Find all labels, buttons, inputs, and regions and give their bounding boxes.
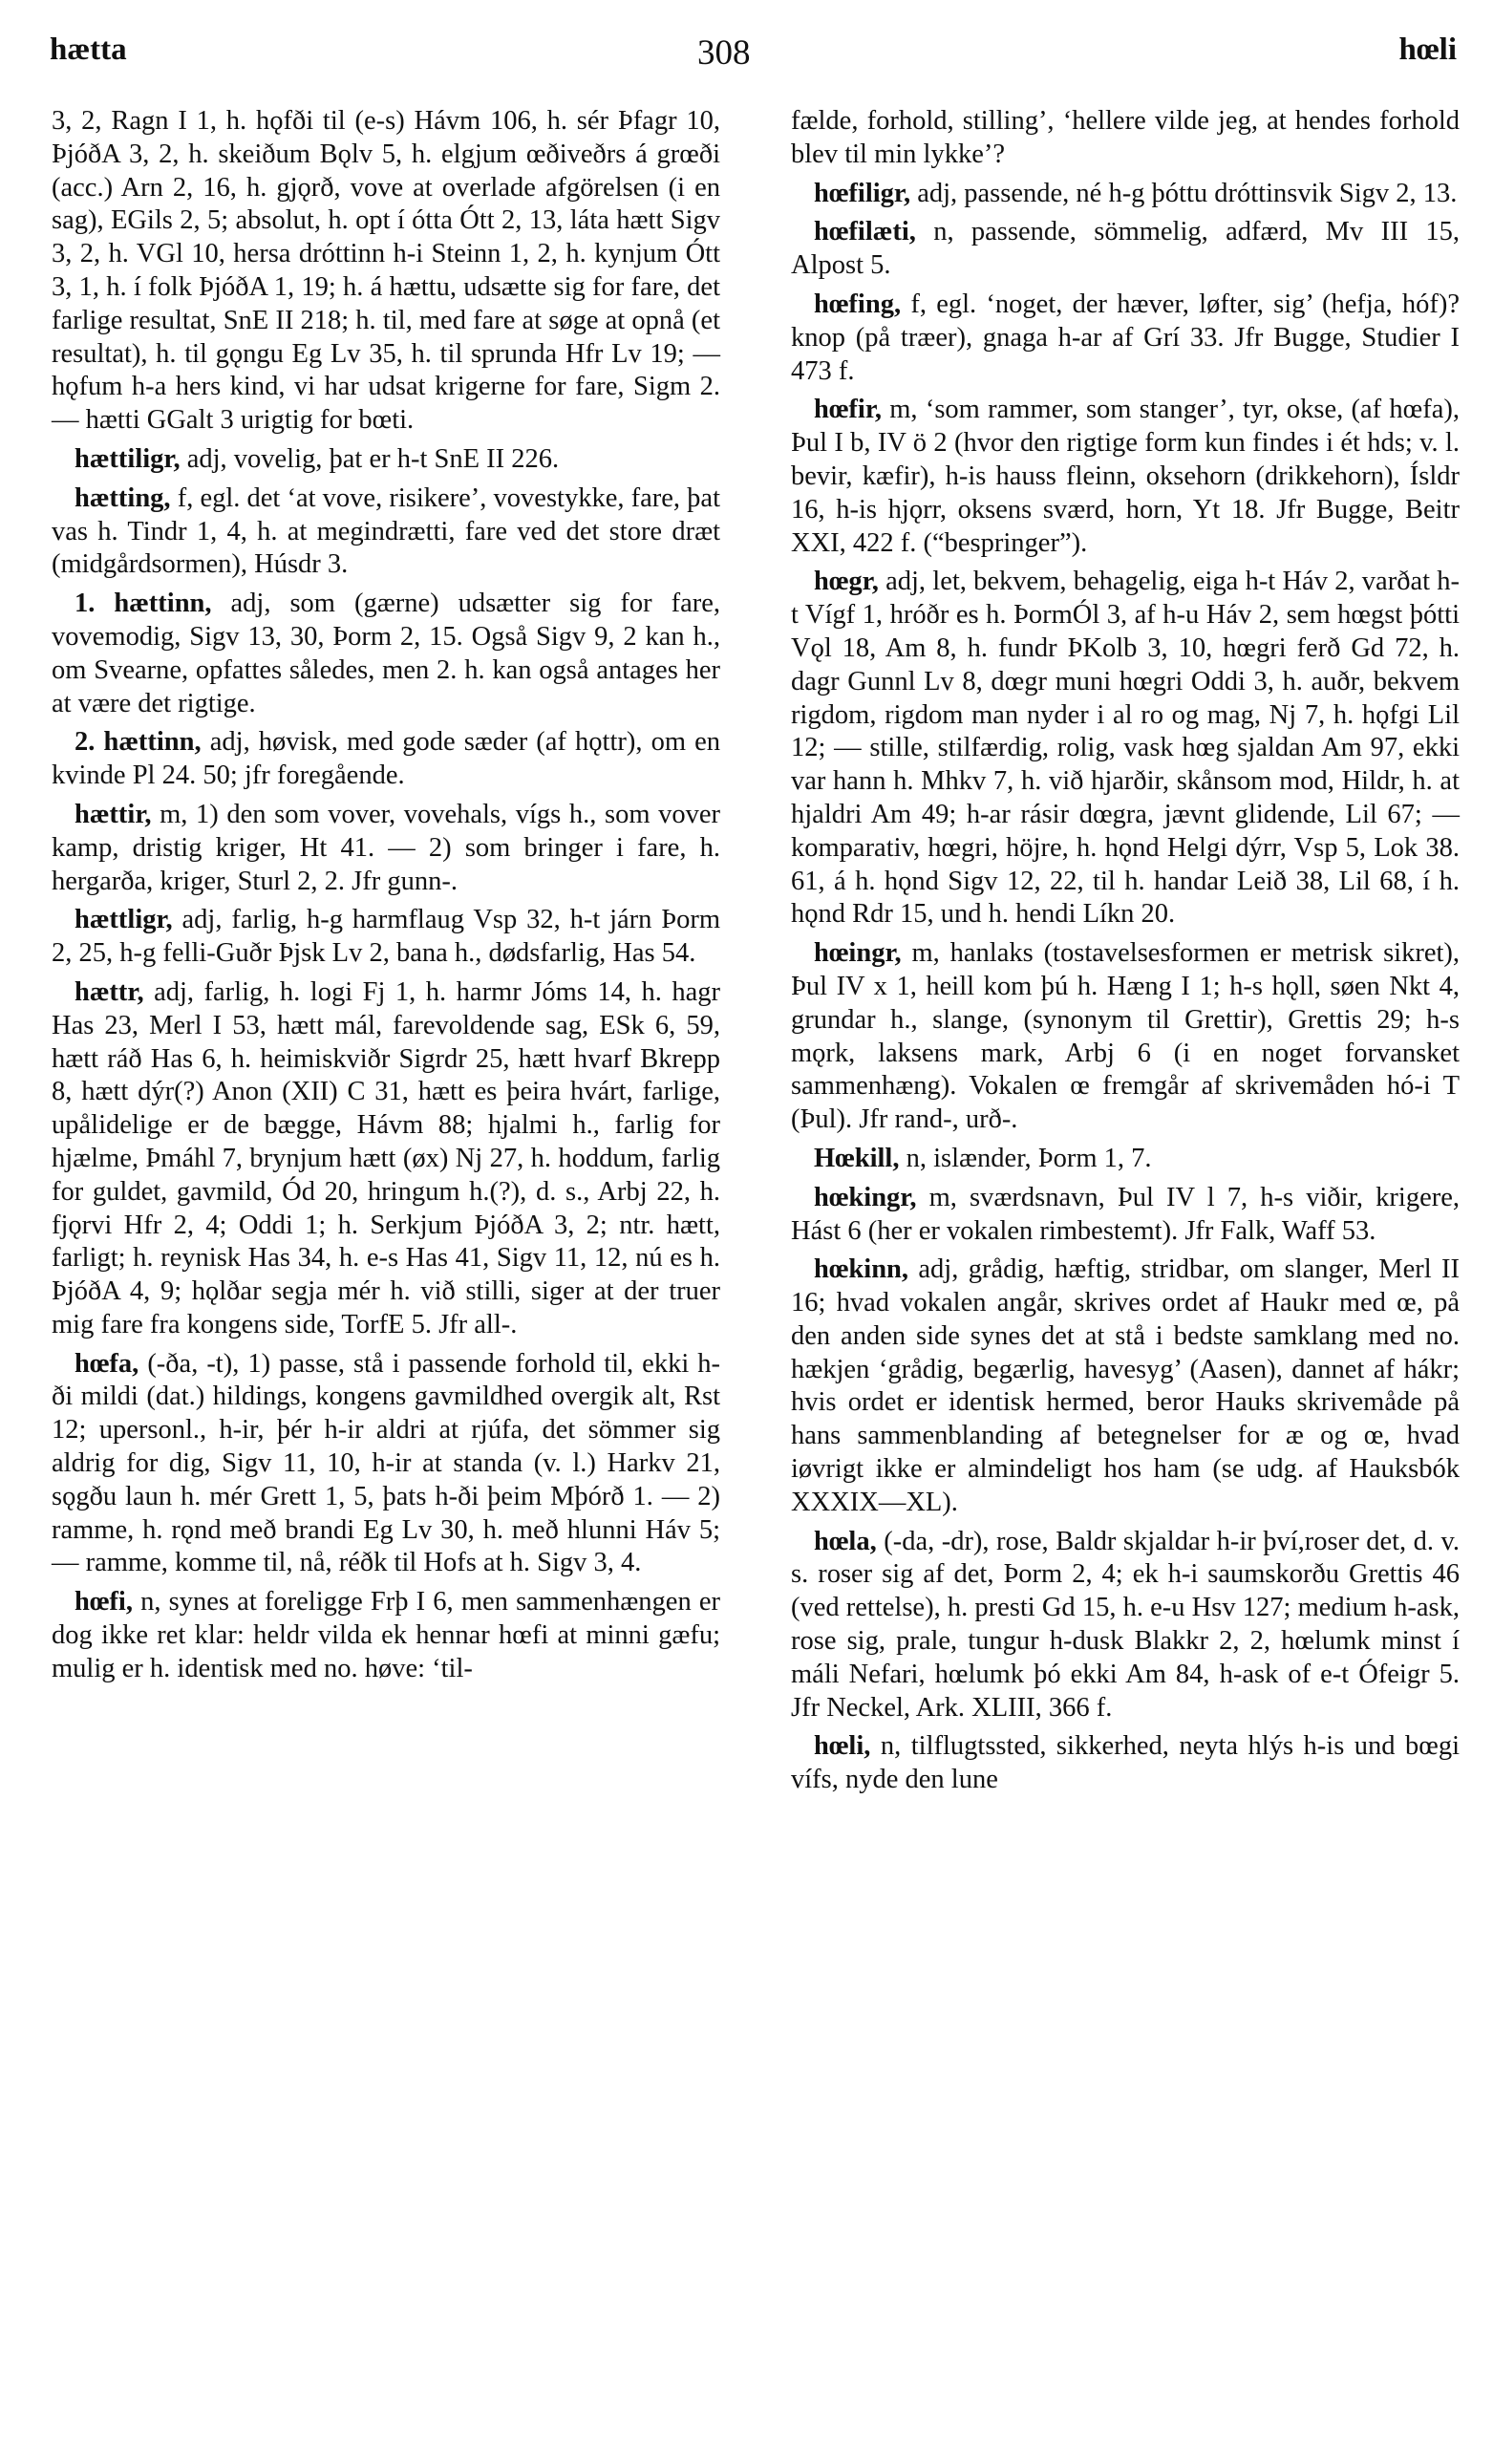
entry-headword: hœkinn, — [814, 1254, 909, 1285]
entry-text: adj, let, bekvem, behagelig, eiga h-t Háv 2, varðat h-t Vígf 1, hróðr es h. ÞormÓl 3, af h-u Háv 2, sem hœgst þótti Vǫl 18, Am 8, h. fundr ÞKolb 3, 10, hœgri ferð Gd 72, h. dagr Gunnl Lv 8, dœgr muni hœgri Oddi 3, h. auðr, bekvem rigdom, rigdom man nyder i al ro og mag, Nj 7, h. hǫfgi Lil 12; — stille, stilfærdig, rolig, vask hœg sjaldan Am 97, ekki var hann h. Mhkv 7, h. við hjarðir, skånsom mod, Hildr, h. at hjaldri Am 49; h-ar rásir dœgra, jævnt glidende, Lil 67; — komparativ, hœgri, höjre, h. hǫnd Helgi dýrr, Vsp 5, Lok 38. 61, á h. hǫnd Sigv 12, 22, til h. handar Leið 38, Lil 68, í h. hǫnd Rdr 15, und h. hendi Líkn 20. — [791, 567, 1460, 930]
running-head-right: hœli — [1398, 32, 1457, 67]
page-number: 308 — [697, 33, 751, 73]
entry-text: (-ða, -t), 1) passe, stå i passende forhold til, ekki h-ði mildi (dat.) hildings, kongens gavmildhed overgik alt, Rst 12; upersonl., h-ir, þér h-ir aldri at rjúfa, det sömmer sig aldrig for dig, Sigv 11, 10, h-ir at standa (v. l.) Harkv 21, sǫgðu laun h. mér Grett 1, 5, þats h-ði þeim Mþórð 1. — 2) ramme, h. rǫnd með brandi Eg Lv 30, h. með hlunni Háv 5; — ramme, komme til, nå, réðk til Hofs at h. Sigv 3, 4. — [52, 1348, 720, 1578]
dictionary-entry — [52, 105, 720, 438]
entry-text: n, passende, sömmelig, adfærd, Mv III 15, Alpost 5. — [791, 217, 1461, 281]
dictionary-entry — [52, 588, 720, 720]
entry-text: m, hanlaks (tostavelsesformen er metrisk sikret), Þul IV x 1, heill kom þú h. Hæng I 1; h-s hǫll, søen Nkt 4, grundar h., slange, (synonym til Grettir), Grettis 29; h-s mǫrk, laksens mark, Arbj 6 (i en noget forvansket sammenhæng). Vokalen œ fremgår af skrivemåden hó-i T (Þul). Jfr rand-, urð-. — [791, 938, 1460, 1135]
entry-headword: hœli, — [814, 1731, 871, 1762]
entry-headword: hœgr, — [814, 567, 879, 597]
entry-text: f, egl. det ‘at vove, risikere’, vovestykke, fare, þat vas h. Tindr 1, 4, h. at megindrætti, fare ved det store dræt (midgårdsormen), Húsdr 3. — [52, 482, 720, 580]
entry-text: adj, grådig, hæftig, stridbar, om slanger, Merl II 16; hvad vokalen angår, skrives ordet af Haukr med œ, på den anden side synes det at stå i bedste samklang med no. hækjen ‘grådig, begærlig, havesyg’ (Aasen), dannet af hákr; hvis ordet er identisk hermed, beror Hauks skrivemåde på hans sammenblanding af betegnelser for æ og œ, hvad iøvrigt ikke er almindeligt hos ham (se udg. af Hauksbók XXXIX—XL). — [791, 1254, 1460, 1517]
entry-headword: hætting, — [75, 482, 171, 513]
entry-headword: hœfir, — [814, 395, 882, 425]
entry-headword: hœfiligr, — [814, 178, 911, 208]
entry-headword: hœingr, — [814, 938, 902, 969]
entry-headword: hœfa, — [75, 1348, 139, 1379]
entry-text: (-da, -dr), rose, Baldr skjaldar h-ir því,roser det, d. v. s. roser sig af det, Þorm 2, 4; ek h-i saumskorðu Grettis 46 (ved rettelse), h. presti Gd 15, h. e-u Hsv 127; medium h-ask, rose sig, prale, tungur h-dusk Blakkr 2, 2, hœlumk minst í máli Nefari, hœlumk þó ekki Am 84, h-ask of e-t Ófeigr 5. Jfr Neckel, Ark. XLIII, 366 f. — [791, 1526, 1460, 1723]
entry-headword: hœfi, — [75, 1587, 133, 1618]
dictionary-entry — [791, 1182, 1460, 1249]
dictionary-entry — [791, 216, 1460, 283]
entry-text: f, egl. ‘noget, der hæver, løfter, sig’ (hefja, hóf)? knop (på træer), gnaga h-ar af Grí 33. Jfr Bugge, Studier I 473 f. — [791, 289, 1460, 386]
entry-headword: hættiligr, — [75, 443, 181, 474]
dictionary-entry — [52, 799, 720, 898]
entry-headword: 1. hættinn, — [75, 589, 212, 619]
entry-headword: hœfilæti, — [814, 217, 916, 247]
entry-text: adj, farlig, h-g harmflaug Vsp 32, h-t járn Þorm 2, 25, h-g felli-Guðr Þjsk Lv 2, bana h., dødsfarlig, Has 54. — [52, 905, 721, 969]
entry-headword: hættligr, — [75, 905, 173, 935]
entry-text: m, sværdsnavn, Þul IV l 7, h-s viðir, krigere, Hást 6 (her er vokalen rimbestemt). Jfr Falk, Waff 53. — [791, 1182, 1461, 1246]
entry-text: n, islænder, Þorm 1, 7. — [906, 1143, 1152, 1173]
entry-text: adj, farlig, h. logi Fj 1, h. harmr Jóms 14, h. hagr Has 23, Merl I 53, hætt mál, farevoldende sag, ESk 6, 59, hætt ráð Has 6, h. heimiskviðr Sigrdr 25, hætt hvarf Bkrepp 8, hætt dýr(?) Anon (XII) C 31, hætt es þeira hvárt, farlige, upålidelige er de bægge, Hávm 88; hjalmi h., farlig for hjælme, Þmáhl 7, brynjum hætt (øx) Nj 27, h. hoddum, farlig for guldet, gavmild, Ód 20, hringum h.(?), d. s., Arbj 22, h. fjǫrvi Hfr 2, 4; Oddi 1; h. Serkjum ÞjóðA 3, 2; ntr. hætt, farligt; h. reynisk Has 34, h. e-s Has 41, Sigv 11, 12, nú es h. ÞjóðA 4, 9; hǫlðar segja mér h. við stilli, siger at der truer mig fare fra kongens side, TorfE 5. Jfr all-. — [52, 976, 720, 1339]
entry-text: n, synes at foreligge Frþ I 6, men sammenhængen er dog ikke ret klar: heldr vilda ek hennar hœfi at minni gæfu; mulig er h. identisk med no. høve: ‘til- — [52, 1587, 721, 1683]
entry-text: n, tilflugtssted, sikkerhed, neyta hlýs h-is und bœgi vífs, nyde den lune — [791, 1731, 1461, 1795]
running-head-left: hætta — [50, 32, 127, 67]
dictionary-entry — [791, 105, 1460, 172]
entry-text: adj, vovelig, þat er h-t SnE II 226. — [186, 443, 560, 474]
entry-headword: hœkingr, — [814, 1182, 917, 1212]
dictionary-entry — [52, 976, 720, 1342]
dictionary-entry — [791, 1253, 1460, 1519]
dictionary-entry — [52, 1586, 720, 1685]
dictionary-entry — [52, 443, 720, 477]
dictionary-entry — [52, 482, 720, 582]
dictionary-entry — [52, 726, 720, 793]
dictionary-entry — [791, 1143, 1460, 1176]
dictionary-entry — [791, 178, 1460, 211]
entry-text: adj, høvisk, med gode sæder (af hǫttr), om en kvinde Pl 24. 50; jfr foregående. — [52, 727, 720, 791]
entry-headword: Hœkill, — [814, 1143, 900, 1173]
dictionary-entry — [791, 289, 1460, 388]
right-column — [791, 105, 1460, 1803]
entry-headword: hættir, — [75, 799, 152, 829]
entry-text: adj, passende, né h-g þóttu dróttinsvik Sigv 2, 13. — [917, 178, 1458, 208]
dictionary-entry — [52, 1348, 720, 1581]
left-column — [52, 105, 720, 1692]
entry-headword: hœla, — [814, 1526, 877, 1556]
entry-text: fælde, forhold, stilling’, ‘hellere vilde jeg, at hendes forhold blev til min lykke’? — [791, 106, 1460, 169]
dictionary-entry — [791, 1730, 1460, 1797]
entry-text: m, 1) den som vover, vovehals, vígs h., som vover kamp, dristig kriger, Ht 41. — 2) som bringer i fare, h. hergarða, kriger, Sturl 2, 2. Jfr gunn-. — [52, 799, 720, 896]
dictionary-entry — [791, 1526, 1460, 1725]
entry-headword: 2. hættinn, — [75, 727, 202, 758]
entry-text: m, ‘som rammer, som stanger’, tyr, okse, (af hœfa), Þul I b, IV ö 2 (hvor den rigtige form kun findes i ét hds; v. l. bevir, kæfir), h-is hauss fleinn, oksehorn (drikkehorn), Ísldr 16, h-is hjǫrr, oksens sværd, horn, Yt 18. Jfr Bugge, Beitr XXI, 422 f. (“bespringer”). — [791, 395, 1460, 558]
dictionary-entry — [791, 937, 1460, 1137]
entry-headword: hœfing, — [814, 289, 902, 319]
dictionary-entry — [52, 904, 720, 971]
dictionary-entry — [791, 394, 1460, 560]
entry-text: adj, som (gærne) udsætter sig for fare, vovemodig, Sigv 13, 30, Þorm 2, 15. Også Sigv 9, 2 kan h., om Svearne, opfattes således, men 2. h. kan også antages her at være det rigtige. — [52, 589, 721, 718]
entry-headword: hættr, — [75, 976, 144, 1007]
dictionary-entry — [791, 566, 1460, 932]
entry-text: 3, 2, Ragn I 1, h. hǫfði til (e-s) Hávm 106, h. sér Þfagr 10, ÞjóðA 3, 2, h. skeiðum Bǫlv 5, h. elgjum œðiveðrs á grœði (acc.) Arn 2, 16, h. gjǫrð, vove at overlade afgörelsen (i en sag), EGils 2, 5; absolut, h. opt í ótta Ótt 2, 13, láta hætt Sigv 3, 2, h. VGl 10, hersa dróttinn h-i Steinn 1, 2, h. kynjum Ótt 3, 1, h. í folk ÞjóðA 1, 19; h. á hættu, udsætte sig for fare, det farlige resultat, SnE II 218; h. til, med fare at søge at opnå (et resultat), h. til gǫngu Eg Lv 35, h. til sprunda Hfr Lv 19; — hǫfum h-a hers kind, vi har udsat krigerne for fare, Sigm 2. — hætti GGalt 3 urigtig for bœti. — [52, 106, 720, 436]
